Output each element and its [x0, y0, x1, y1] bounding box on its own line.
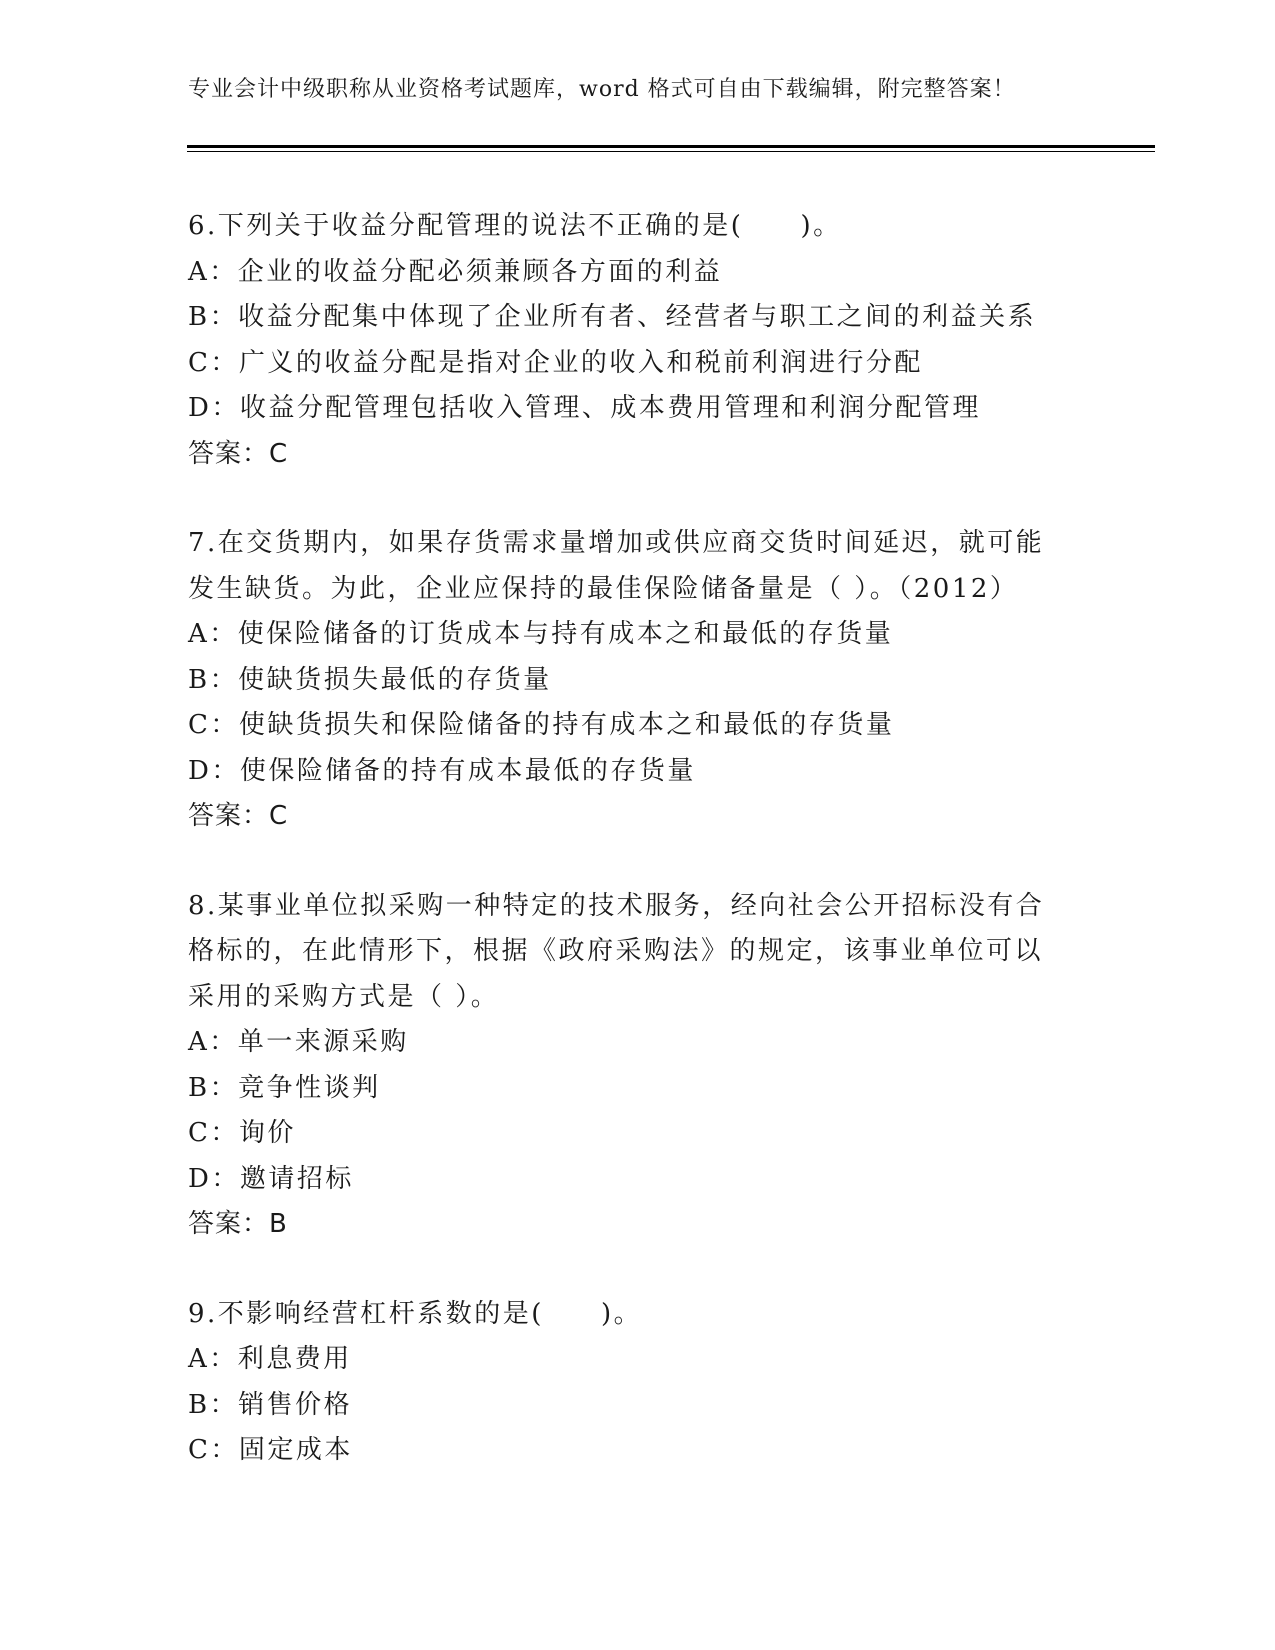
option-b: B：收益分配集中体现了企业所有者、经营者与职工之间的利益关系	[188, 302, 1037, 332]
question-stem: 8.某事业单位拟采购一种特定的技术服务，经向社会公开招标没有合	[188, 890, 1045, 921]
header-rule-thin	[187, 151, 1155, 152]
option-c: C：询价	[188, 1118, 296, 1148]
option-a: A：企业的收益分配必须兼顾各方面的利益	[188, 256, 723, 287]
question-9	[188, 1292, 1068, 1474]
answer-line: 答案：C	[188, 438, 289, 469]
option-b: B：销售价格	[188, 1389, 353, 1420]
option-d: D：使保险储备的持有成本最低的存货量	[188, 755, 696, 786]
question-6	[188, 204, 1068, 477]
option-c: C：固定成本	[188, 1435, 353, 1465]
question-stem: 7.在交货期内，如果存货需求量增加或供应商交货时间延迟，就可能	[188, 528, 1045, 558]
option-d: D：收益分配管理包括收入管理、成本费用管理和利润分配管理	[188, 393, 981, 423]
header-rule-thick	[187, 145, 1155, 148]
question-stem: 采用的采购方式是（ ）。	[188, 981, 500, 1012]
question-stem: 格标的，在此情形下，根据《政府采购法》的规定，该事业单位可以	[188, 936, 1044, 966]
option-d: D：邀请招标	[188, 1163, 354, 1194]
option-c: C：使缺货损失和保险储备的持有成本之和最低的存货量	[188, 710, 895, 740]
question-stem: 6.下列关于收益分配管理的说法不正确的是( )。	[188, 211, 842, 241]
question-8	[188, 884, 1068, 1248]
question-7	[188, 521, 1068, 840]
question-stem: 发生缺货。为此，企业应保持的最佳保险储备量是（ ）。（2012）	[188, 573, 1019, 604]
option-a: A：单一来源采购	[188, 1027, 409, 1057]
question-list	[188, 204, 1068, 1518]
answer-line: 答案：B	[188, 1209, 288, 1239]
option-b: B：使缺货损失最低的存货量	[188, 664, 552, 695]
option-a: A：利息费用	[188, 1344, 352, 1374]
question-stem: 9.不影响经营杠杆系数的是( )。	[188, 1298, 643, 1329]
option-c: C：广义的收益分配是指对企业的收入和税前利润进行分配	[188, 347, 923, 378]
option-b: B：竞争性谈判	[188, 1072, 381, 1103]
page-header-text: 专业会计中级职称从业资格考试题库，word 格式可自由下载编辑，附完整答案！	[188, 77, 1016, 102]
option-a: A：使保险储备的订货成本与持有成本之和最低的存货量	[188, 619, 894, 649]
answer-line: 答案：C	[188, 801, 289, 831]
